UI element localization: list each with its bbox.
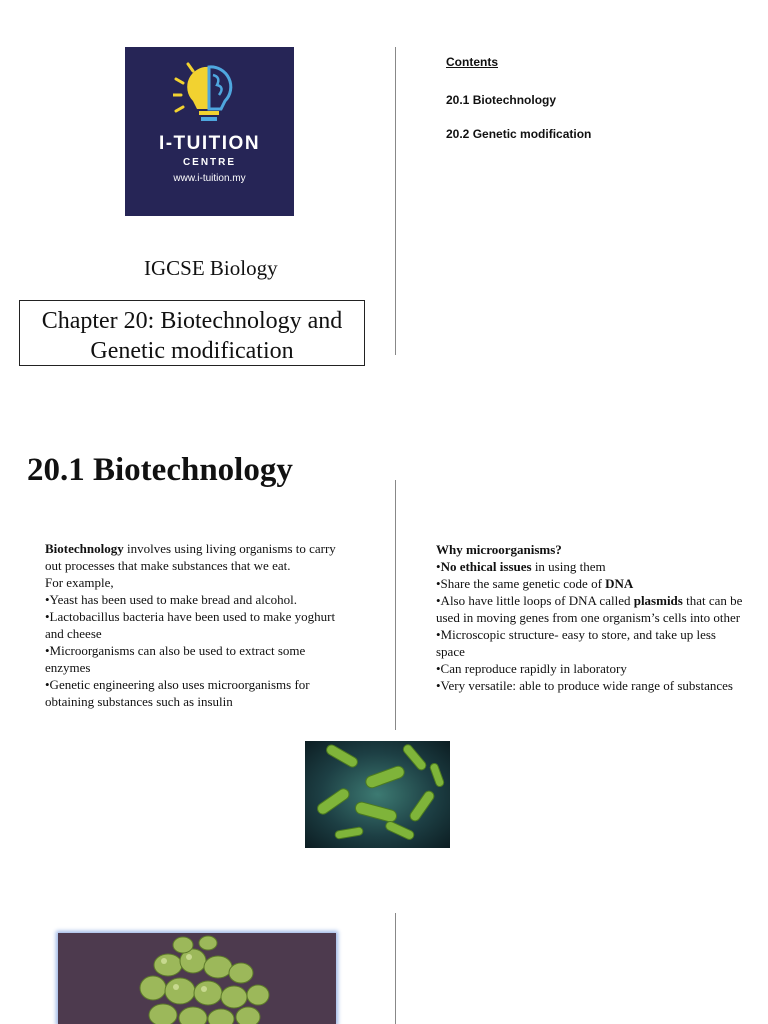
bacteria-illustration [305,741,450,848]
column-divider [395,480,396,730]
definition-text: Biotechnology involves using living organisms to carry out processes that make substances that we eat. [45,541,336,573]
list-item: •Can reproduce rapidly in laboratory [436,661,627,676]
list-item: •Very versatile: able to produce wide range of substances [436,678,733,693]
list-item: •Lactobacillus bacteria have been used to make yoghurt and cheese [45,609,336,641]
biotechnology-definition [45,540,345,710]
list-item: •Genetic engineering also uses microorganisms for obtaining substances such as insulin [45,677,310,709]
list-item: •Also have little loops of DNA called plasmids that can be used in moving genes from one organism’s cells into other [436,593,743,625]
chapter-title-line2: Genetic modification [90,338,294,364]
list-item: •Microorganisms can also be used to extract some enzymes [45,643,306,675]
list-item: •Microscopic structure- easy to store, and take up less space [436,627,716,659]
chapter-title-line1: Chapter 20: Biotechnology and [41,308,343,334]
logo-url: www.i-tuition.my [173,173,246,184]
list-item: •Share the same genetic code of DNA [436,576,634,591]
why-microorganisms [436,541,746,694]
chapter-title-box [19,300,365,366]
yeast-image [58,933,336,1024]
i-tuition-logo [125,47,294,216]
bacteria-image [305,741,450,848]
example-label: For example, [45,575,114,590]
section-title: 20.1 Biotechnology [27,452,293,488]
column-divider [395,47,396,355]
why-heading: Why microorganisms? [436,542,562,557]
logo-brand: I-TUITION [158,133,261,154]
contents-heading: Contents [446,55,498,69]
lightbulb-brain-icon [173,59,245,131]
column-divider [395,913,396,1024]
list-item: •No ethical issues in using them [436,559,606,574]
yeast-illustration [58,933,336,1024]
logo-subtitle: CENTRE [182,157,237,168]
contents-item[interactable]: 20.1 Biotechnology [446,93,557,107]
contents-item[interactable]: 20.2 Genetic modification [446,127,592,141]
subject-title: IGCSE Biology [144,256,278,280]
list-item: •Yeast has been used to make bread and alcohol. [45,592,297,607]
